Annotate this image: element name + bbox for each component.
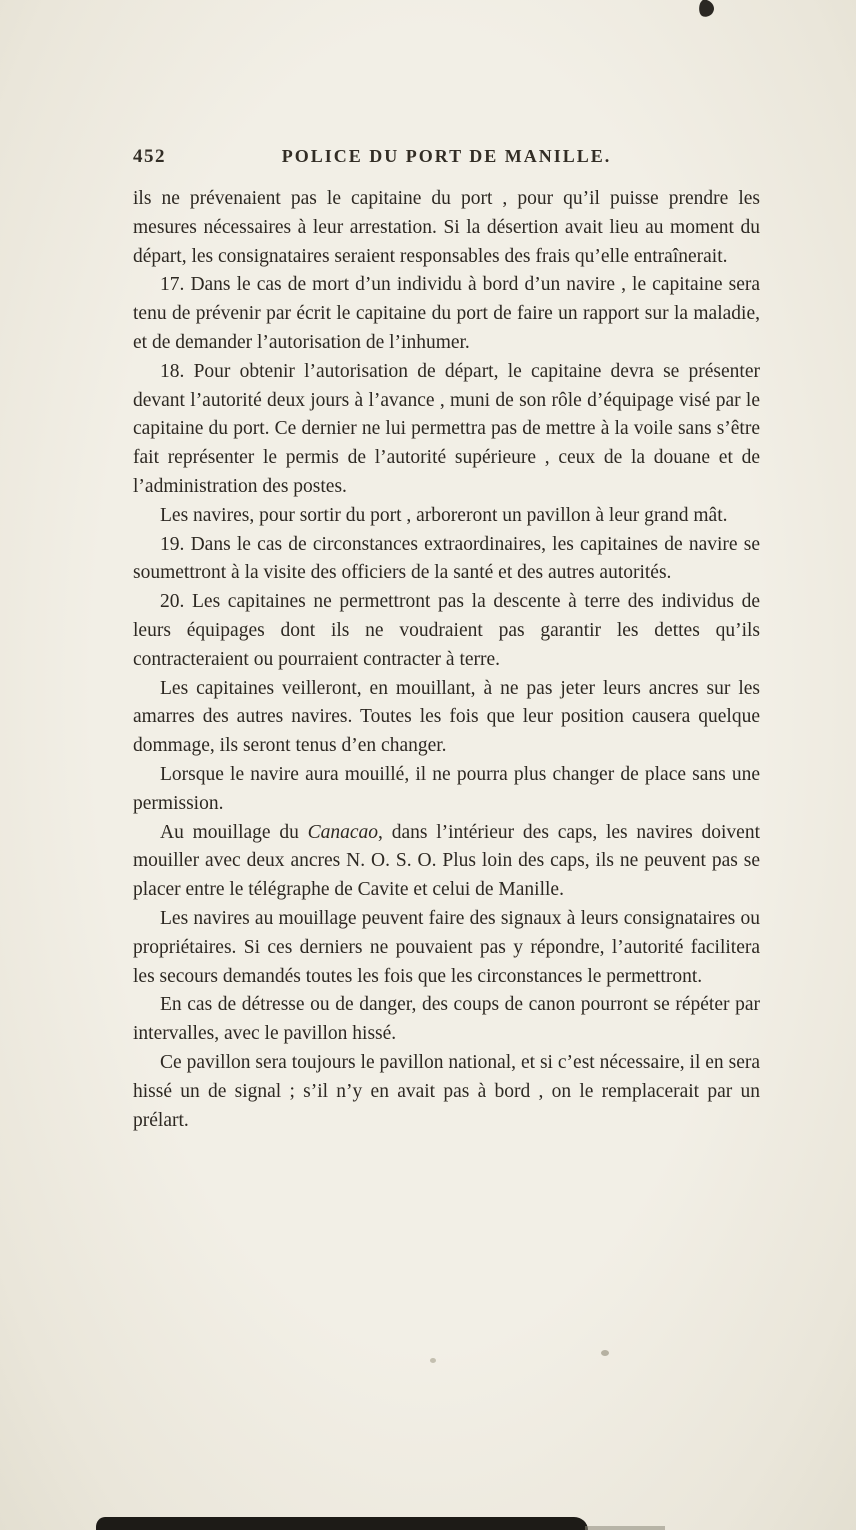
paragraph: Les navires au mouillage peuvent faire des signaux à leurs consignataires ou propriétaires. Si ces derniers ne pouvaient pas y répondre, l’autorité facilitera les secours demandés toutes les fois que les circonstances le permettront.: [133, 907, 760, 987]
canacao-italic-term: Canacao: [307, 821, 379, 843]
page-header: [133, 146, 760, 172]
paragraph-canacao: [133, 819, 760, 905]
paragraph: Les capitaines veilleront, en mouillant, à ne pas jeter leurs ancres sur les amarres des autres navires. Toutes les fois que leur position causera quelque dommage, ils seront tenus d’en changer.: [133, 677, 760, 757]
paragraph: ils ne prévenaient pas le capitaine du port , pour qu’il puisse prendre les mesures nécessaires à leur arrestation. Si la désertion avait lieu au moment du départ, les consignataires seraient responsables des frais qu’elle entraînerait.: [133, 188, 760, 267]
paragraph: Les navires, pour sortir du port , arboreront un pavillon à leur grand mât.: [160, 504, 728, 526]
text-segment: Au mouillage du: [160, 821, 308, 843]
scan-artifact-bottom-edge-tail: [585, 1526, 665, 1530]
scan-artifact-top-right: [697, 0, 715, 18]
paragraph-article-17: 17. Dans le cas de mort d’un individu à bord d’un navire , le capitaine sera tenu de prévenir par écrit le capitaine du port de faire un rapport sur la maladie, et de demander l’autorisation de l’inhumer.: [133, 274, 760, 353]
paragraph: Lorsque le navire aura mouillé, il ne pourra plus changer de place sans une permission.: [133, 763, 760, 814]
scan-artifact-speck: [430, 1358, 436, 1363]
page-title: POLICE DU PORT DE MANILLE.: [281, 146, 612, 166]
paragraph-article-19: 19. Dans le cas de circonstances extraordinaires, les capitaines de navire se soumettront à la visite des officiers de la santé et des autres autorités.: [133, 533, 760, 584]
page-number: 452: [133, 146, 166, 167]
scan-artifact-bottom-edge: [96, 1517, 588, 1530]
paragraph-article-18: 18. Pour obtenir l’autorisation de départ, le capitaine devra se présenter devant l’autorité deux jours à l’avance , muni de son rôle d’équipage visé par le capitaine du port. Ce dernier ne lui permettra pas de mettre à la voile sans s’être fait représenter le permis de l’autorité supérieure , ceux de la douane et de l’administration des postes.: [133, 360, 760, 497]
scan-artifact-speck: [601, 1350, 609, 1356]
paragraph: Ce pavillon sera toujours le pavillon national, et si c’est nécessaire, il en sera hissé un de signal ; s’il n’y en avait pas à bord , on le remplacerait par un prélart.: [133, 1051, 760, 1131]
paragraph: En cas de détresse ou de danger, des coups de canon pourront se répéter par intervalles, avec le pavillon hissé.: [133, 994, 760, 1045]
text-segment: , dans l’intérieur des caps, les navires doivent mouiller avec deux ancres N. O. S. O. Plus loin des caps, ils ne peuvent pas se placer entre le télégraphe de Cavite et celui de Manille.: [133, 821, 760, 901]
page-body: [133, 185, 760, 1135]
paragraph-article-20: 20. Les capitaines ne permettront pas la descente à terre des individus de leurs équipages dont ils ne voudraient pas garantir les dettes qu’ils contracteraient ou pourraient contracter à terre.: [133, 591, 760, 670]
